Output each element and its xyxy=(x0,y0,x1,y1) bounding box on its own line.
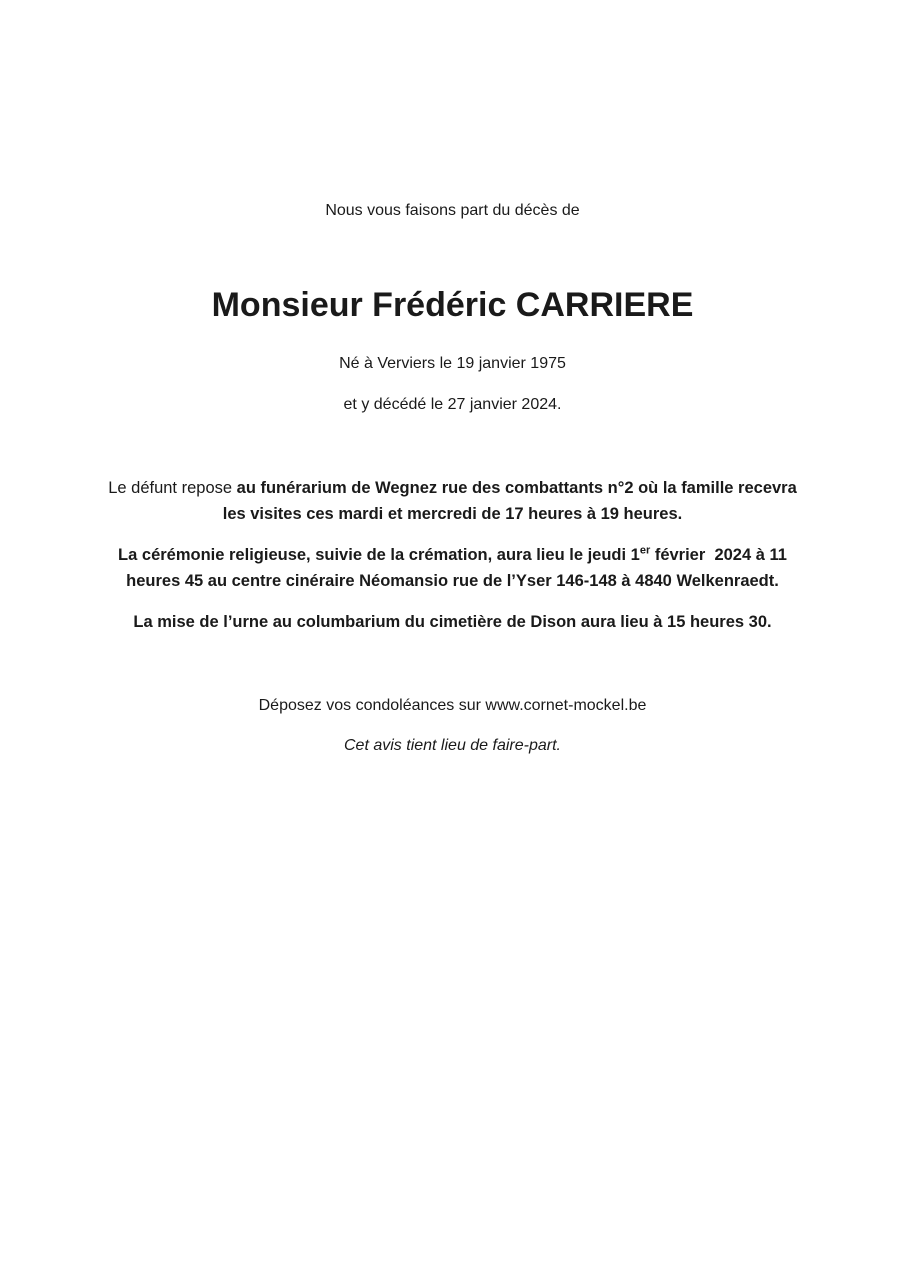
repose-bold-text: au funérarium de Wegnez rue des combattants n°2 où la famille recevra les visites ces mardi et mercredi de 17 heures à 19 heures. xyxy=(222,479,802,523)
birth-line: Né à Verviers le 19 janvier 1975 xyxy=(339,355,566,372)
ordinal-superscript: er xyxy=(639,544,651,557)
urn-paragraph: La mise de l’urne au columbarium du cimetière de Dison aura lieu à 15 heures 30. xyxy=(133,613,772,631)
deceased-name-title: Monsieur Frédéric CARRIERE xyxy=(211,286,694,324)
obituary-content xyxy=(103,202,803,754)
death-line: et y décédé le 27 janvier 2024. xyxy=(343,396,562,413)
ceremony-text-before-ordinal: La cérémonie religieuse, suivie de la crémation, aura lieu le jeudi 1 xyxy=(118,546,640,564)
repose-paragraph xyxy=(103,475,803,527)
ceremony-paragraph xyxy=(103,542,803,594)
notice-line: Cet avis tient lieu de faire-part. xyxy=(344,737,561,754)
condolences-line: Déposez vos condoléances sur www.cornet-mockel.be xyxy=(258,697,647,714)
intro-line: Nous vous faisons part du décès de xyxy=(325,202,580,219)
ceremony-text-after-ordinal: février 2024 à 11 heures 45 au centre cinéraire Néomansio rue de l’Yser 146-148 à 4840 Welkenraedt. xyxy=(126,546,792,590)
repose-lead-text: Le défunt repose xyxy=(108,479,237,497)
